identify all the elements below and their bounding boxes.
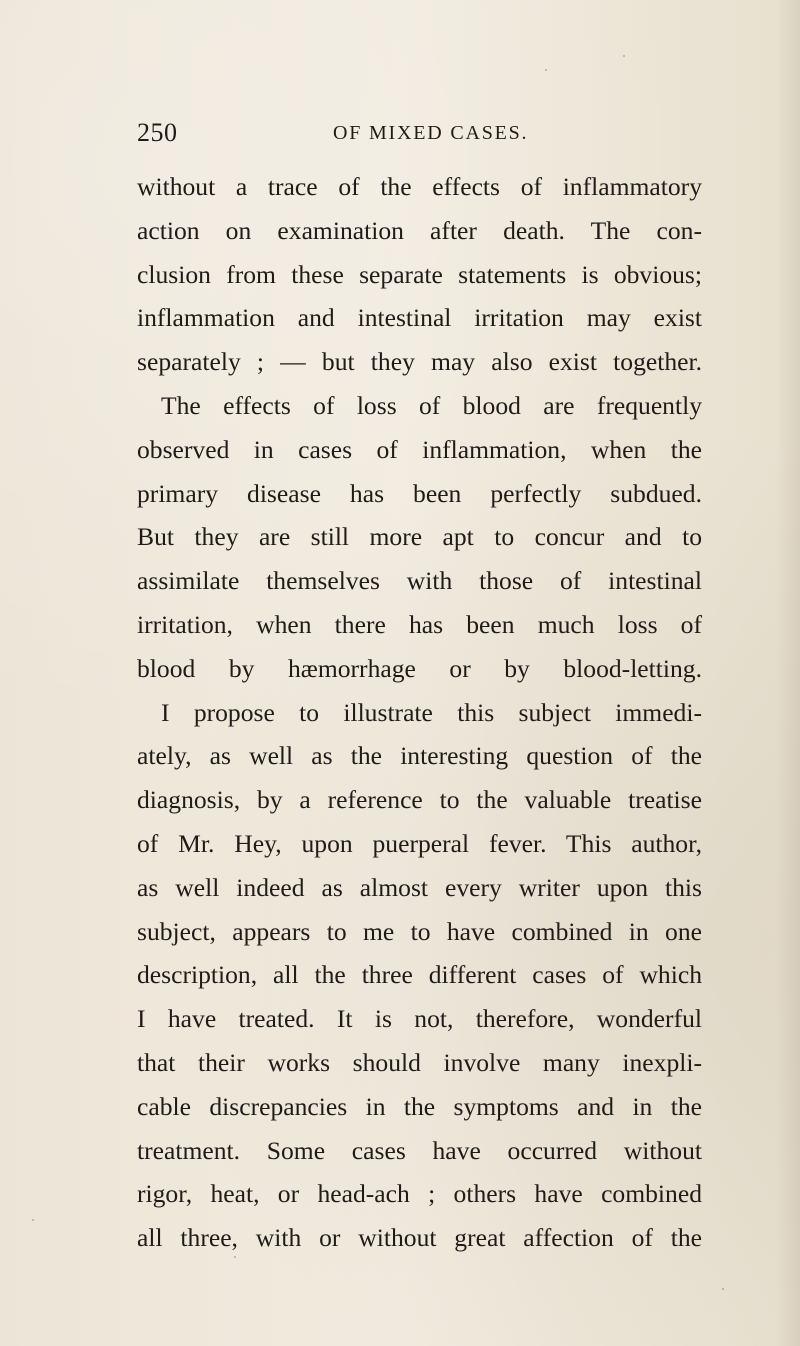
text-line: I propose to illustrate this subject immedi- bbox=[161, 697, 702, 727]
text-line: clusion from these separate statements is obvious; bbox=[137, 259, 702, 289]
running-head: OF MIXED CASES. bbox=[333, 122, 529, 144]
text-line: of Mr. Hey, upon puerperal fever. This author, bbox=[137, 828, 702, 858]
paper-speck bbox=[722, 1288, 724, 1290]
page-number: 250 bbox=[137, 118, 178, 147]
text-line: cable discrepancies in the symptoms and in the bbox=[137, 1091, 702, 1121]
paper-speck bbox=[32, 1219, 34, 1221]
text-line: treatment. Some cases have occurred without bbox=[137, 1135, 702, 1165]
paper-speck bbox=[623, 55, 625, 57]
text-line: that their works should involve many inexpli- bbox=[137, 1047, 702, 1077]
text-line: all three, with or without great affection of the bbox=[137, 1223, 702, 1253]
text-line: as well indeed as almost every writer upon this bbox=[137, 872, 702, 902]
paper-speck bbox=[545, 69, 547, 71]
text-line: rigor, heat, or head-ach ; others have combined bbox=[137, 1179, 702, 1209]
text-line: description, all the three different cases of which bbox=[137, 960, 702, 990]
page-header bbox=[137, 118, 697, 148]
text-line: assimilate themselves with those of intestinal bbox=[137, 566, 702, 596]
text-line: action on examination after death. The con- bbox=[137, 215, 702, 245]
text-line: separately ; — but they may also exist together. bbox=[137, 347, 702, 377]
text-line: diagnosis, by a reference to the valuable treatise bbox=[137, 785, 702, 815]
text-line: I have treated. It is not, therefore, wonderful bbox=[137, 1004, 702, 1034]
text-line: subject, appears to me to have combined in one bbox=[137, 916, 702, 946]
text-line: inflammation and intestinal irritation may exist bbox=[137, 303, 702, 333]
body-text bbox=[137, 165, 702, 1260]
text-line: primary disease has been perfectly subdued. bbox=[137, 478, 702, 508]
text-line: But they are still more apt to concur and to bbox=[137, 522, 702, 552]
text-line: ately, as well as the interesting question of the bbox=[137, 741, 702, 771]
paper-speck bbox=[234, 1256, 236, 1258]
text-line: blood by hæmorrhage or by blood-letting. bbox=[137, 653, 702, 683]
text-line: irritation, when there has been much loss of bbox=[137, 609, 702, 639]
text-line: observed in cases of inflammation, when the bbox=[137, 434, 702, 464]
page-edge-shadow bbox=[776, 0, 800, 1346]
text-line: The effects of loss of blood are frequently bbox=[161, 390, 702, 420]
text-line: without a trace of the effects of inflammatory bbox=[137, 172, 702, 201]
